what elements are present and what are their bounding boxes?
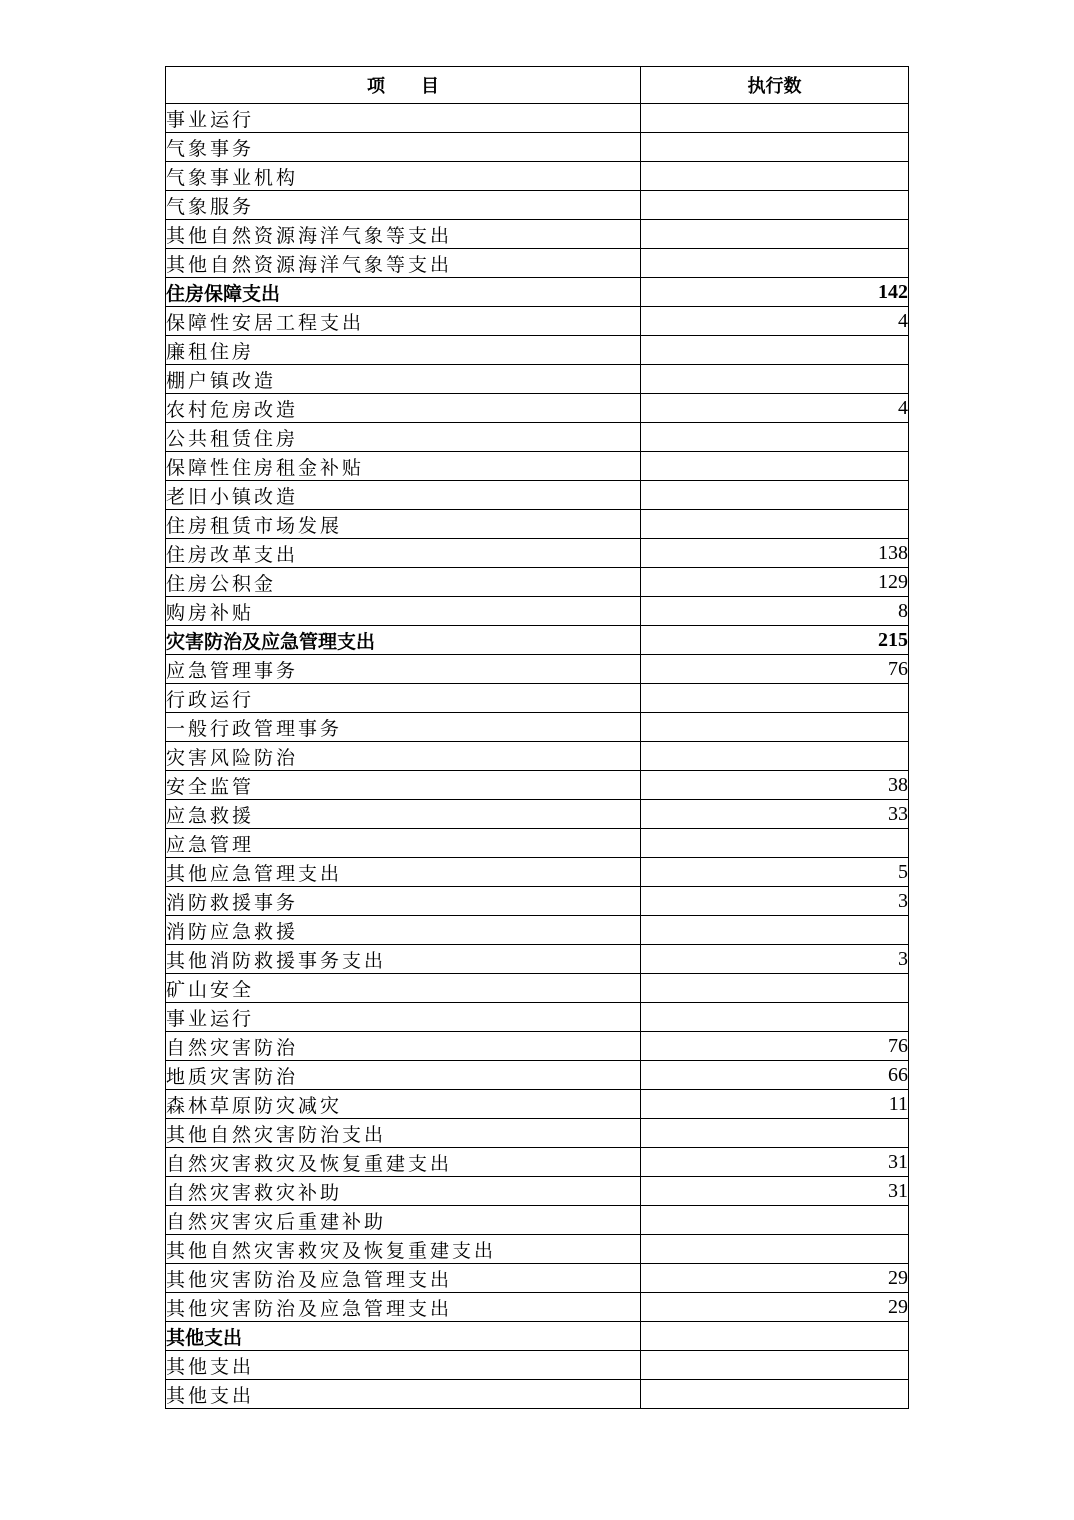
item-value [641, 1380, 909, 1409]
item-value: 33 [641, 800, 909, 829]
item-row [166, 249, 909, 278]
item-row [166, 771, 909, 800]
item-value [641, 191, 909, 220]
item-name: 其他灾害防治及应急管理支出 [166, 1293, 641, 1322]
subcategory-row [166, 133, 909, 162]
item-row [166, 800, 909, 829]
item-name: 其他支出 [166, 1351, 641, 1380]
item-value [641, 1351, 909, 1380]
item-name: 公共租赁住房 [166, 423, 641, 452]
item-value: 31 [641, 1177, 909, 1206]
item-value [641, 974, 909, 1003]
item-name: 廉租住房 [166, 336, 641, 365]
item-value: 3 [641, 945, 909, 974]
category-row [166, 278, 909, 307]
item-value [641, 1322, 909, 1351]
item-value [641, 713, 909, 742]
item-value: 4 [641, 394, 909, 423]
item-name: 应急管理事务 [166, 655, 641, 684]
item-value [641, 452, 909, 481]
item-value: 129 [641, 568, 909, 597]
item-value [641, 365, 909, 394]
item-row [166, 713, 909, 742]
item-row [166, 1119, 909, 1148]
item-row [166, 452, 909, 481]
item-value: 66 [641, 1061, 909, 1090]
item-value [641, 423, 909, 452]
subcategory-row [166, 1264, 909, 1293]
item-value: 76 [641, 655, 909, 684]
item-row [166, 336, 909, 365]
item-row [166, 1061, 909, 1090]
item-name: 灾害风险防治 [166, 742, 641, 771]
item-value [641, 1119, 909, 1148]
item-name: 其他自然资源海洋气象等支出 [166, 249, 641, 278]
item-value [641, 916, 909, 945]
subcategory-row [166, 655, 909, 684]
subcategory-row [166, 1032, 909, 1061]
item-value: 76 [641, 1032, 909, 1061]
item-row [166, 829, 909, 858]
item-name: 气象事业机构 [166, 162, 641, 191]
item-value: 29 [641, 1264, 909, 1293]
item-value [641, 1235, 909, 1264]
item-name: 地质灾害防治 [166, 1061, 641, 1090]
item-row [166, 104, 909, 133]
item-value [641, 684, 909, 713]
item-row [166, 858, 909, 887]
item-name: 住房租赁市场发展 [166, 510, 641, 539]
item-row [166, 423, 909, 452]
item-row [166, 162, 909, 191]
item-name: 矿山安全 [166, 974, 641, 1003]
subcategory-row [166, 887, 909, 916]
item-row [166, 365, 909, 394]
item-name: 事业运行 [166, 1003, 641, 1032]
item-value [641, 220, 909, 249]
item-row [166, 510, 909, 539]
item-name: 保障性安居工程支出 [166, 307, 641, 336]
subcategory-row [166, 1351, 909, 1380]
subcategory-row [166, 1148, 909, 1177]
item-name: 其他自然灾害救灾及恢复重建支出 [166, 1235, 641, 1264]
item-row [166, 1380, 909, 1409]
item-name: 灾害防治及应急管理支出 [166, 626, 641, 655]
subcategory-row [166, 974, 909, 1003]
item-name: 其他支出 [166, 1380, 641, 1409]
item-name: 住房保障支出 [166, 278, 641, 307]
item-name: 消防应急救援 [166, 916, 641, 945]
item-value [641, 336, 909, 365]
item-name: 森林草原防灾减灾 [166, 1090, 641, 1119]
item-name: 自然灾害防治 [166, 1032, 641, 1061]
item-row [166, 742, 909, 771]
item-row [166, 568, 909, 597]
item-value [641, 742, 909, 771]
item-column-header: 项 目 [166, 67, 641, 104]
subcategory-row [166, 307, 909, 336]
item-row [166, 1206, 909, 1235]
item-name: 其他支出 [166, 1322, 641, 1351]
item-row [166, 945, 909, 974]
item-name: 安全监管 [166, 771, 641, 800]
item-name: 其他应急管理支出 [166, 858, 641, 887]
subcategory-row [166, 220, 909, 249]
item-value: 138 [641, 539, 909, 568]
item-name: 住房改革支出 [166, 539, 641, 568]
item-value [641, 1003, 909, 1032]
item-row [166, 1090, 909, 1119]
item-name: 气象服务 [166, 191, 641, 220]
budget-execution-table [165, 66, 909, 1409]
table-header-row [166, 67, 909, 104]
item-value [641, 162, 909, 191]
item-row [166, 684, 909, 713]
item-value [641, 133, 909, 162]
item-name: 老旧小镇改造 [166, 481, 641, 510]
item-value: 5 [641, 858, 909, 887]
item-row [166, 1003, 909, 1032]
item-name: 其他自然灾害防治支出 [166, 1119, 641, 1148]
item-row [166, 191, 909, 220]
item-name: 行政运行 [166, 684, 641, 713]
item-name: 棚户镇改造 [166, 365, 641, 394]
item-row [166, 1235, 909, 1264]
item-value: 11 [641, 1090, 909, 1119]
item-value [641, 104, 909, 133]
item-value [641, 510, 909, 539]
item-name: 气象事务 [166, 133, 641, 162]
item-value [641, 249, 909, 278]
item-value [641, 481, 909, 510]
item-value: 215 [641, 626, 909, 655]
item-row [166, 394, 909, 423]
item-value [641, 829, 909, 858]
item-name: 应急管理 [166, 829, 641, 858]
item-row [166, 916, 909, 945]
item-value: 3 [641, 887, 909, 916]
item-name: 自然灾害救灾及恢复重建支出 [166, 1148, 641, 1177]
item-name: 自然灾害灾后重建补助 [166, 1206, 641, 1235]
item-value: 8 [641, 597, 909, 626]
category-row [166, 626, 909, 655]
item-value: 142 [641, 278, 909, 307]
item-row [166, 1177, 909, 1206]
item-name: 农村危房改造 [166, 394, 641, 423]
item-name: 购房补贴 [166, 597, 641, 626]
item-name: 其他消防救援事务支出 [166, 945, 641, 974]
item-value: 31 [641, 1148, 909, 1177]
item-name: 其他自然资源海洋气象等支出 [166, 220, 641, 249]
item-value: 29 [641, 1293, 909, 1322]
subcategory-row [166, 539, 909, 568]
item-value: 4 [641, 307, 909, 336]
item-row [166, 1293, 909, 1322]
item-row [166, 597, 909, 626]
item-name: 住房公积金 [166, 568, 641, 597]
item-name: 自然灾害救灾补助 [166, 1177, 641, 1206]
table-body [166, 104, 909, 1409]
value-column-header: 执行数 [641, 67, 909, 104]
item-value: 38 [641, 771, 909, 800]
item-value [641, 1206, 909, 1235]
item-name: 事业运行 [166, 104, 641, 133]
item-name: 消防救援事务 [166, 887, 641, 916]
item-name: 一般行政管理事务 [166, 713, 641, 742]
item-name: 保障性住房租金补贴 [166, 452, 641, 481]
item-row [166, 481, 909, 510]
item-name: 应急救援 [166, 800, 641, 829]
item-name: 其他灾害防治及应急管理支出 [166, 1264, 641, 1293]
category-row [166, 1322, 909, 1351]
